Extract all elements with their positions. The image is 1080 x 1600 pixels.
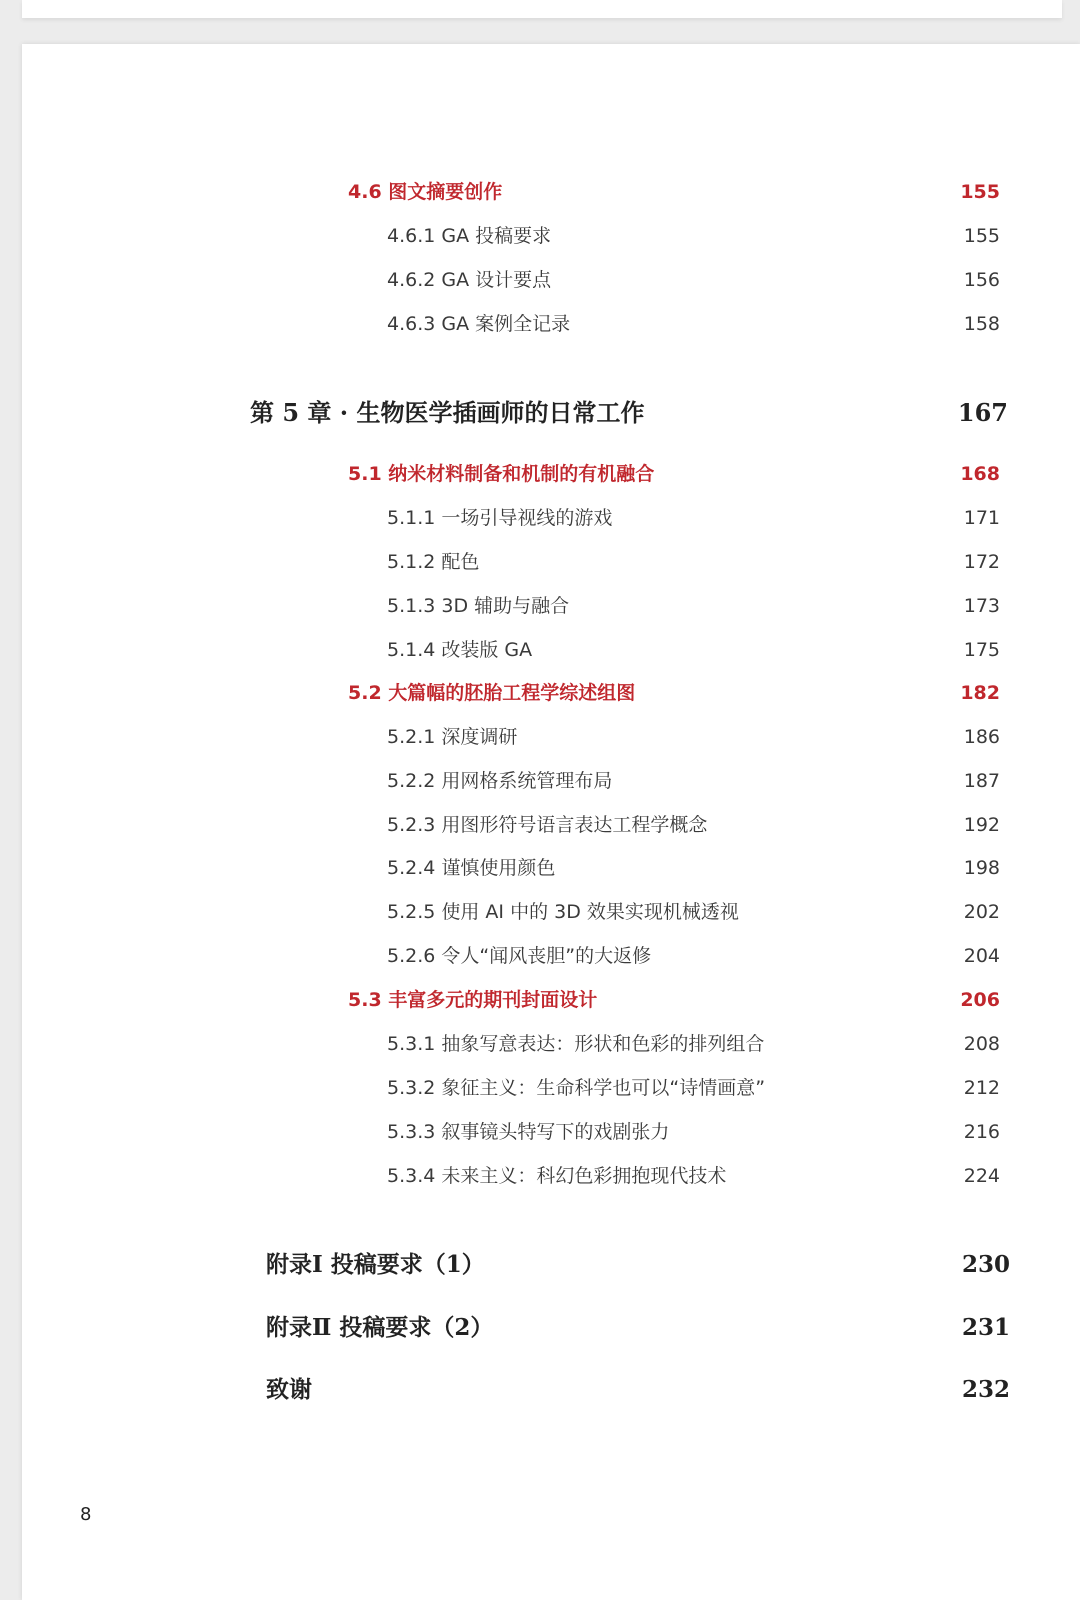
- toc-entry-title: 第 5 章 · 生物医学插画师的日常工作: [250, 398, 645, 427]
- previous-page-edge: [22, 0, 1062, 18]
- toc-entry-page: 155: [960, 181, 1000, 203]
- toc-entry-page: 187: [963, 770, 1000, 792]
- toc-section-4-6[interactable]: [22, 177, 1080, 207]
- toc-section-5-1[interactable]: [22, 459, 1080, 489]
- toc-entry-page: 171: [963, 507, 1000, 529]
- toc-entry-page: 202: [963, 901, 1000, 923]
- toc-subsection-4-6-2[interactable]: [22, 265, 1080, 295]
- toc-entry-page: 156: [963, 269, 1000, 291]
- toc-entry-title: 附录Ⅱ 投稿要求（2）: [266, 1314, 494, 1341]
- toc-entry-title: 5.3 丰富多元的期刊封面设计: [348, 989, 598, 1011]
- toc-entry-page: 158: [963, 313, 1000, 335]
- toc-entry-title: 5.3.3 叙事镜头特写下的戏剧张力: [387, 1121, 670, 1143]
- toc-entry-page: 186: [963, 726, 1000, 748]
- toc-entry-title: 4.6.2 GA 设计要点: [387, 269, 552, 291]
- toc-entry-title: 5.1.3 3D 辅助与融合: [387, 595, 570, 617]
- toc-subsection-5-1-3[interactable]: [22, 591, 1080, 621]
- toc-entry-title: 5.2.5 使用 AI 中的 3D 效果实现机械透视: [387, 901, 739, 923]
- toc-entry-title: 5.2 大篇幅的胚胎工程学综述组图: [348, 682, 636, 704]
- toc-entry-page: 216: [963, 1121, 1000, 1143]
- toc-entry-page: 172: [963, 551, 1000, 573]
- toc-entry-page: 192: [963, 814, 1000, 836]
- toc-entry-page: 175: [963, 639, 1000, 661]
- toc-subsection-5-1-4[interactable]: [22, 635, 1080, 665]
- toc-subsection-5-1-1[interactable]: [22, 503, 1080, 533]
- toc-subsection-5-3-2[interactable]: [22, 1073, 1080, 1103]
- toc-entry-page: 168: [960, 463, 1000, 485]
- toc-subsection-5-1-2[interactable]: [22, 547, 1080, 577]
- toc-acknowledgements[interactable]: [22, 1370, 1080, 1410]
- toc-entry-page: 230: [961, 1251, 1010, 1278]
- toc-entry-title: 5.1.4 改装版 GA: [387, 639, 533, 661]
- toc-entry-page: 167: [957, 398, 1008, 427]
- toc-subsection-5-2-1[interactable]: [22, 722, 1080, 752]
- toc-entry-page: 155: [963, 225, 1000, 247]
- toc-appendix-2[interactable]: [22, 1308, 1080, 1348]
- toc-entry-page: 212: [963, 1077, 1000, 1099]
- toc-subsection-5-2-5[interactable]: [22, 897, 1080, 927]
- toc-entry-page: 198: [963, 857, 1000, 879]
- toc-entry-page: 173: [963, 595, 1000, 617]
- toc-entry-title: 5.1.1 一场引导视线的游戏: [387, 507, 613, 529]
- toc-subsection-4-6-3[interactable]: [22, 309, 1080, 339]
- toc-entry-title: 5.1 纳米材料制备和机制的有机融合: [348, 463, 655, 485]
- toc-chapter-5[interactable]: [22, 393, 1080, 433]
- toc-entry-page: 208: [963, 1033, 1000, 1055]
- toc-entry-title: 5.2.2 用网格系统管理布局: [387, 770, 613, 792]
- toc-appendix-1[interactable]: [22, 1245, 1080, 1285]
- toc-entry-title: 5.2.3 用图形符号语言表达工程学概念: [387, 814, 708, 836]
- toc-entry-title: 5.2.1 深度调研: [387, 726, 518, 748]
- toc-entry-title: 附录Ⅰ 投稿要求（1）: [266, 1251, 485, 1278]
- toc-entry-title: 5.3.2 象征主义：生命科学也可以“诗情画意”: [387, 1077, 766, 1099]
- toc-entry-title: 5.2.4 谨慎使用颜色: [387, 857, 556, 879]
- toc-entry-title: 4.6 图文摘要创作: [348, 181, 503, 203]
- toc-entry-title: 5.3.1 抽象写意表达：形状和色彩的排列组合: [387, 1033, 765, 1055]
- toc-entry-page: 206: [960, 989, 1000, 1011]
- toc-subsection-5-3-3[interactable]: [22, 1117, 1080, 1147]
- toc-subsection-5-3-4[interactable]: [22, 1161, 1080, 1191]
- toc-entry-title: 4.6.1 GA 投稿要求: [387, 225, 552, 247]
- toc-entry-page: 182: [960, 682, 1000, 704]
- toc-subsection-5-2-6[interactable]: [22, 941, 1080, 971]
- toc-entry-title: 4.6.3 GA 案例全记录: [387, 313, 571, 335]
- toc-section-5-2[interactable]: [22, 678, 1080, 708]
- toc-page: [22, 44, 1080, 1600]
- toc-subsection-5-2-2[interactable]: [22, 766, 1080, 796]
- toc-subsection-5-3-1[interactable]: [22, 1029, 1080, 1059]
- toc-entry-title: 5.2.6 令人“闻风丧胆”的大返修: [387, 945, 652, 967]
- toc-entry-page: 232: [961, 1376, 1010, 1403]
- toc-subsection-4-6-1[interactable]: [22, 221, 1080, 251]
- toc-subsection-5-2-4[interactable]: [22, 853, 1080, 883]
- toc-entry-title: 5.1.2 配色: [387, 551, 480, 573]
- toc-subsection-5-2-3[interactable]: [22, 810, 1080, 840]
- toc-entry-page: 204: [963, 945, 1000, 967]
- toc-entry-page: 224: [963, 1165, 1000, 1187]
- page-number: 8: [80, 1504, 92, 1525]
- toc-entry-page: 231: [961, 1314, 1010, 1341]
- toc-entry-title: 致谢: [266, 1376, 312, 1403]
- toc-entry-title: 5.3.4 未来主义：科幻色彩拥抱现代技术: [387, 1165, 727, 1187]
- toc-section-5-3[interactable]: [22, 985, 1080, 1015]
